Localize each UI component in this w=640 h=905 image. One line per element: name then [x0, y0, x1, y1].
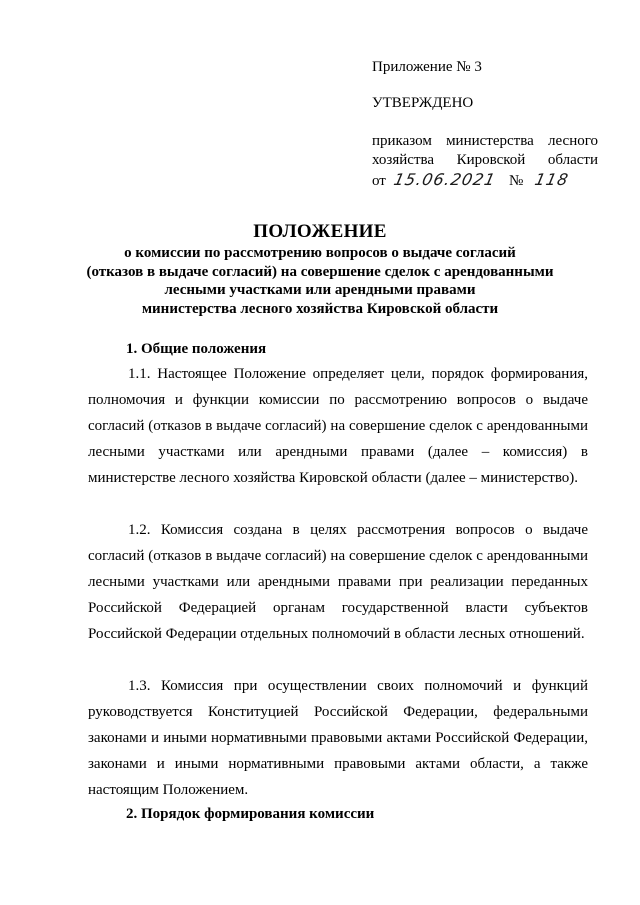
- order-line-2: хозяйства Кировской области: [372, 152, 598, 168]
- document-subtitle: [60, 244, 580, 318]
- subtitle-line: лесными участками или арендными правами: [164, 282, 476, 298]
- subtitle-line: (отказов в выдаче согласий) на совершение сделок с арендованными: [86, 263, 554, 280]
- appendix-label: Приложение № 3: [372, 59, 482, 75]
- section-heading-2: 2. Порядок формирования комиссии: [126, 806, 375, 822]
- paragraph-1-3: 1.3. Комиссия при осуществлении своих полномочий и функций руководствуется Конституцией Российской Федерации, федеральными законами и иными нормативными правовыми актами Российской Федерации, законами и иными нормативными правовыми актами области, а также настоящим Положением.: [88, 678, 588, 798]
- paragraph-1-1: 1.1. Настоящее Положение определяет цели, порядок формирования, полномочия и функции комиссии по рассмотрению вопросов о выдаче согласий (отказов в выдаче согласий) на совершение сделок с арендованными лесными участками или арендными правами (далее – комиссия) в министерстве лесного хозяйства Кировской области (далее – министерство).: [88, 366, 588, 486]
- number-label: №: [508, 173, 524, 189]
- order-date-row: [372, 170, 598, 191]
- approved-label: УТВЕРЖДЕНО: [372, 95, 474, 111]
- subtitle-line: о комиссии по рассмотрению вопросов о выдаче согласий: [124, 245, 516, 261]
- order-line-1: приказом министерства лесного: [372, 133, 598, 149]
- subtitle-line: министерства лесного хозяйства Кировской области: [141, 300, 499, 317]
- handwritten-number: 118: [533, 170, 571, 189]
- approval-block: [372, 58, 598, 191]
- paragraph-1-2: 1.2. Комиссия создана в целях рассмотрения вопросов о выдаче согласий (отказов в выдаче согласий) на совершение сделок с арендованными лесными участками или арендными правами при реализации переданных Российской Федерацией органам государственной власти субъектов Российской Федерации отдельных полномочий в области лесных отношений.: [88, 522, 588, 642]
- date-prefix: от: [372, 173, 386, 189]
- document-title: ПОЛОЖЕНИЕ: [253, 221, 387, 242]
- handwritten-date: 15.06.2021: [391, 170, 498, 189]
- section-heading-1: 1. Общие положения: [126, 341, 267, 357]
